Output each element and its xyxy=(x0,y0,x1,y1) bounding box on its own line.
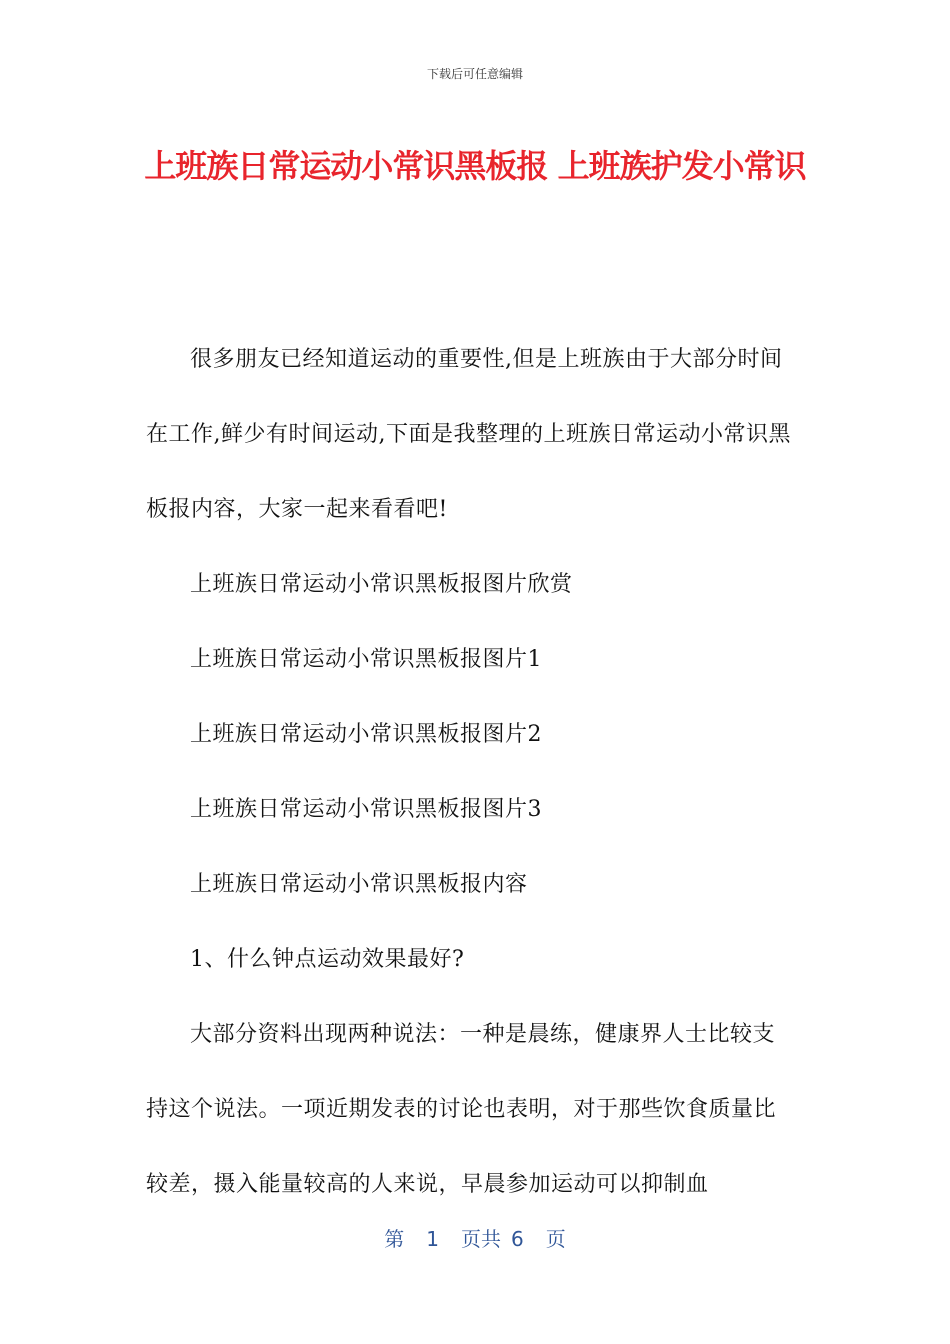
document-title: 上班族日常运动小常识黑板报 上班族护发小常识 xyxy=(144,147,806,185)
paragraph-intro: 很多朋友已经知道运动的重要性,但是上班族由于大部分时间在工作,鲜少有时间运动,下面是我整理的上班族日常运动小常识黑板报内容，大家一起来看看吧! xyxy=(146,347,791,522)
paragraph-image-1: 上班族日常运动小常识黑板报图片1 xyxy=(190,647,542,672)
footer-page-number: 1 xyxy=(426,1227,439,1251)
paragraph-question-1: 1、什么钟点运动效果最好? xyxy=(190,947,465,972)
paragraph-image-3: 上班族日常运动小常识黑板报图片3 xyxy=(190,797,542,822)
page-footer xyxy=(0,1226,950,1252)
paragraph-image-heading: 上班族日常运动小常识黑板报图片欣赏 xyxy=(190,572,573,597)
footer-suffix: 页 xyxy=(545,1227,566,1251)
header-note: 下载后可任意编辑 xyxy=(426,67,523,81)
footer-prefix: 第 xyxy=(384,1227,405,1251)
document-body xyxy=(146,322,796,1222)
paragraph-image-2: 上班族日常运动小常识黑板报图片2 xyxy=(190,722,542,747)
paragraph-content-heading: 上班族日常运动小常识黑板报内容 xyxy=(190,872,528,897)
footer-middle: 页共 xyxy=(461,1227,501,1251)
paragraph-answer-1: 大部分资料出现两种说法：一种是晨练，健康界人士比较支持这个说法。一项近期发表的讨论也表明，对于那些饮食质量比较差，摄入能量较高的人来说，早晨参加运动可以抑制血 xyxy=(146,1022,777,1197)
footer-total-pages: 6 xyxy=(511,1227,524,1251)
